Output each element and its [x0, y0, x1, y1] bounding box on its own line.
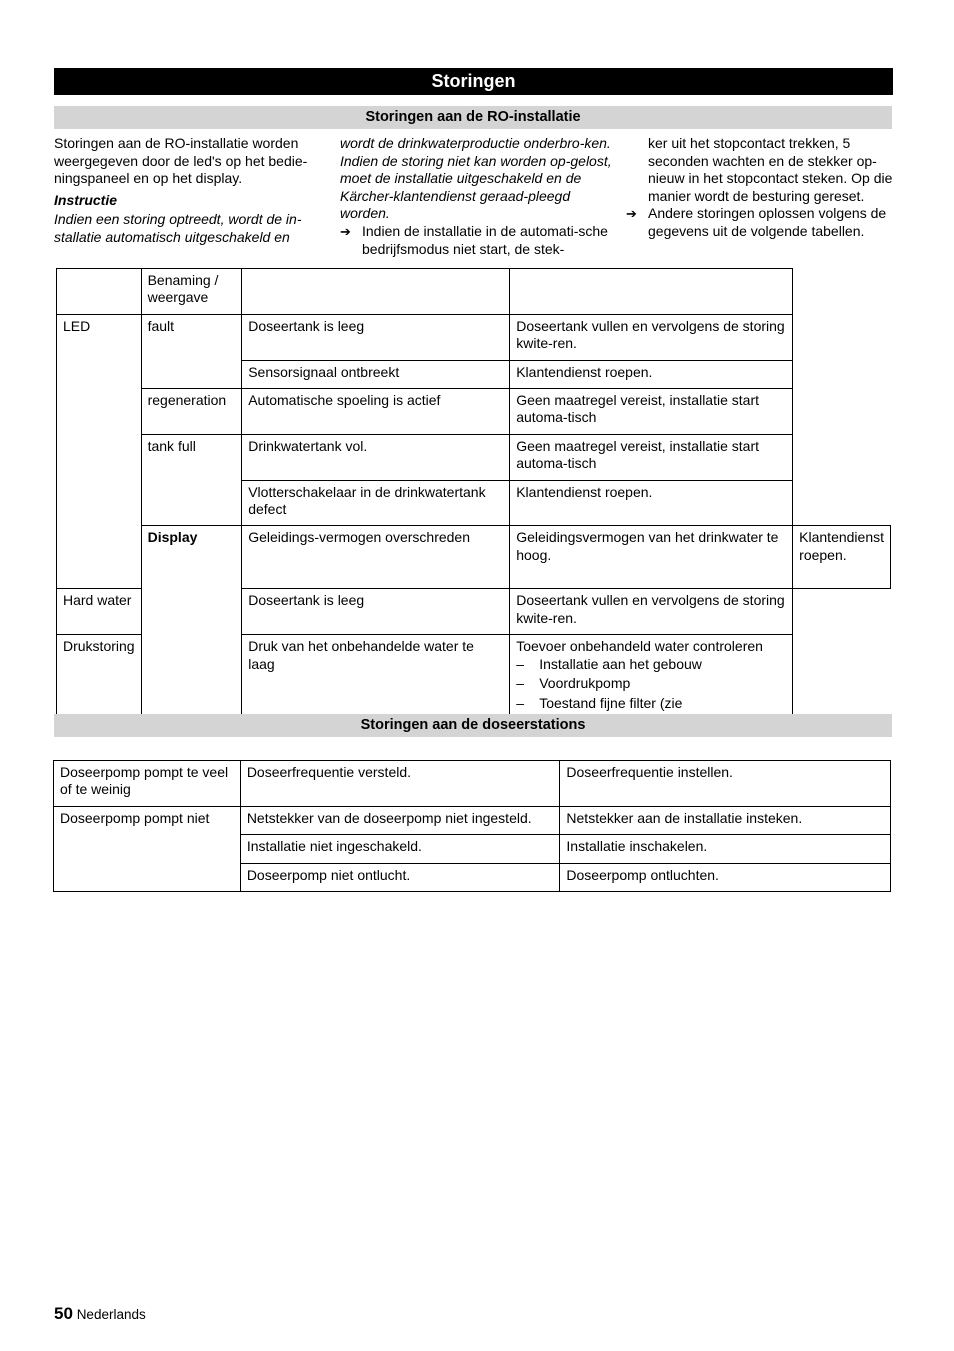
step-text: Andere storingen oplossen volgens de gegevens uit de volgende tabellen. [648, 205, 887, 239]
footer-language: Nederlands [76, 1307, 146, 1322]
table-row: Drukstoring Druk van het onbehandelde water te laag Toevoer onbehandeld water controleren – Installatie aan het gebouw – Voordrukpomp – Toestand fijne filter (zie [57, 635, 891, 737]
table-row: Display Geleidings-vermogen overschreden Geleidingsvermogen van het drinkwater te hoog. Klantendienst roepen. [57, 526, 891, 589]
list-item: – Voordrukpomp [516, 675, 631, 692]
group-label: Display [141, 526, 242, 737]
group-label: LED [57, 314, 142, 589]
intro-column-3 [626, 135, 896, 241]
intro-paragraph: Storingen aan de RO-installatie worden weergegeven door de led's op het bedie-ningspaneel en op het display. [54, 135, 308, 187]
list-item: – Toestand fijne filter (zie [516, 694, 683, 711]
intro-column-1 [54, 135, 324, 247]
table-row [57, 269, 891, 315]
step-text-cont: ker uit het stopcontact trekken, 5 seconden wachten en de stekker op-nieuw in het stopcontact steken. Op die manier wordt de besturing gereset. [648, 135, 893, 204]
table-row: regeneration Automatische spoeling is actief Geen maatregel vereist, installatie start automa-tisch [57, 389, 891, 435]
page-number: 50 [54, 1304, 73, 1323]
section-heading-dosing: Storingen aan de doseerstations [54, 714, 892, 737]
table-row: Doseerpomp pompt te veel of te weinig Doseerfrequentie versteld. Doseerfrequentie instellen. [54, 761, 891, 807]
ro-fault-table [56, 268, 891, 737]
step-text: Indien de installatie in de automati-sche bedrijfsmodus niet start, de stek- [362, 222, 608, 257]
step-item [340, 223, 612, 258]
table-row: Doseerpomp niet ontlucht. Doseerpomp ontluchten. [54, 863, 891, 891]
list-item: – Installatie aan het gebouw [516, 655, 702, 672]
instructie-text: Indien een storing optreedt, wordt de in-stallatie automatisch uitgeschakeld en [54, 211, 302, 245]
intro-column-2 [340, 135, 612, 258]
instructie-heading: Instructie [54, 191, 118, 208]
page-footer [54, 1304, 146, 1324]
dosing-fault-table [53, 760, 891, 892]
table-row: tank full Drinkwatertank vol. Geen maatregel vereist, installatie start automa-tisch [57, 434, 891, 480]
header-cell: Benaming / weergave [141, 269, 242, 315]
table-row: Doseerpomp pompt niet Netstekker van de doseerpomp niet ingesteld. Netstekker aan de installatie insteken. [54, 806, 891, 834]
arrow-icon: ➔ [340, 223, 351, 239]
arrow-icon: ➔ [626, 206, 637, 222]
instructie-text-cont: wordt de drinkwaterproductie onderbro-ken. Indien de storing niet kan worden op-gelost, moet de installatie uitgeschakeld en de Kärcher-klantendienst geraad-pleegd worden. [340, 135, 612, 222]
table-row: Installatie niet ingeschakeld. Installatie inschakelen. [54, 835, 891, 863]
table-row: Vlotterschakelaar in de drinkwatertank defect Klantendienst roepen. [57, 480, 891, 526]
page-title: Storingen [54, 68, 893, 95]
table-row: LED fault Doseertank is leeg Doseertank vullen en vervolgens de storing kwite-ren. [57, 314, 891, 360]
table-row: Hard water Doseertank is leeg Doseertank vullen en vervolgens de storing kwite-ren. [57, 589, 891, 635]
table-row: Sensorsignaal ontbreekt Klantendienst roepen. [57, 360, 891, 388]
step-item [626, 205, 896, 240]
section-heading-ro: Storingen aan de RO-installatie [54, 106, 892, 129]
